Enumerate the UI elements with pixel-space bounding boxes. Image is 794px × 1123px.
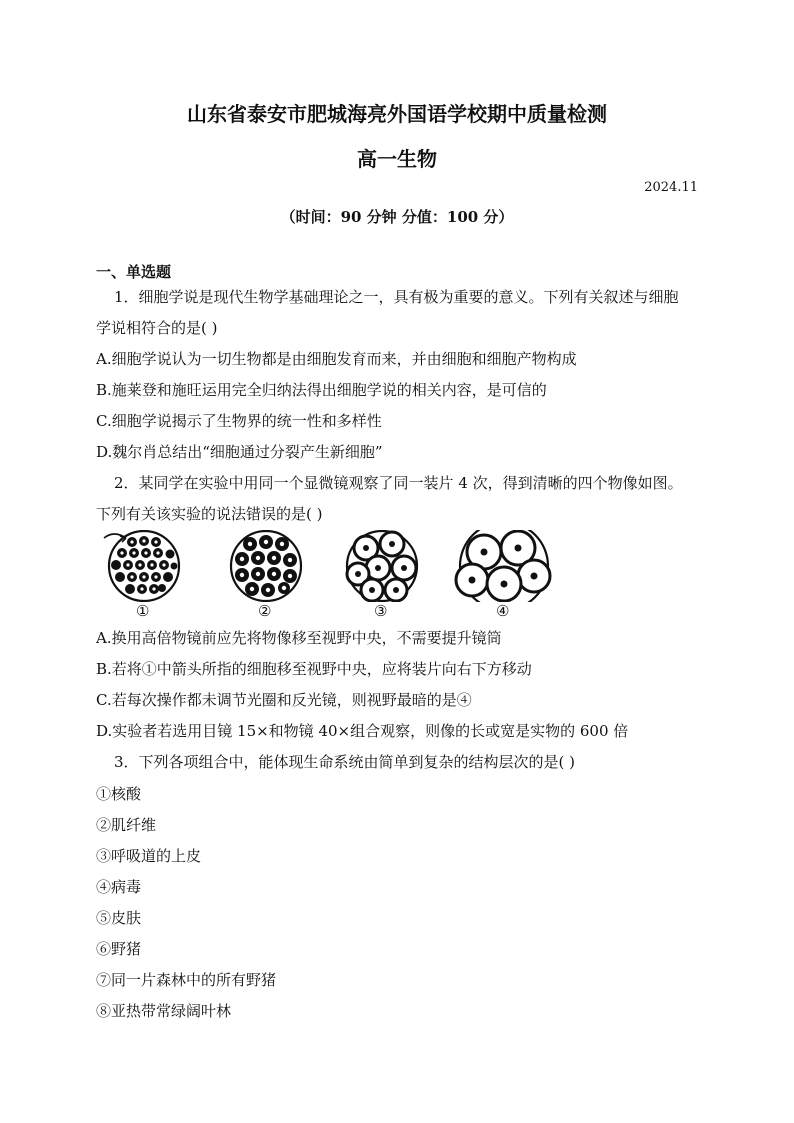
figure-label-3: ③	[374, 602, 388, 620]
exam-subject: 高一生物	[357, 147, 437, 171]
question-1-option-d: D.魏尔肖总结出“细胞通过分裂产生新细胞”	[96, 443, 383, 461]
question-2-option-c: C.若每次操作都未调节光圈和反光镜，则视野最暗的是④	[96, 691, 472, 709]
figure-label-1: ①	[136, 602, 150, 620]
section-heading: 一、单选题	[96, 263, 172, 281]
view-3-cells	[347, 531, 417, 601]
figure-label-4: ④	[496, 602, 510, 620]
question-3-item-2: ②肌纤维	[96, 816, 157, 834]
question-3-item-7: ⑦同一片森林中的所有野猪	[96, 971, 277, 989]
exam-title: 山东省泰安市肥城海亮外国语学校期中质量检测	[187, 102, 607, 126]
question-1-option-b: B.施莱登和施旺运用完全归纳法得出细胞学说的相关内容，是可信的	[96, 381, 547, 399]
exam-time-score: （时间：90 分钟 分值：100 分）	[280, 208, 514, 226]
exam-date: 2024.11	[644, 180, 698, 195]
question-1-stem-line-1: 1．细胞学说是现代生物学基础理论之一，具有极为重要的意义。下列有关叙述与细胞	[114, 288, 679, 306]
question-3-item-8: ⑧亚热带常绿阔叶林	[96, 1002, 232, 1020]
question-2-option-b: B.若将①中箭头所指的细胞移至视野中央，应将装片向右下方移动	[96, 660, 532, 678]
question-3-item-4: ④病毒	[96, 878, 142, 896]
question-1-stem-line-2: 学说相符合的是( )	[96, 319, 218, 337]
question-2-stem-line-1: 2．某同学在实验中用同一个显微镜观察了同一装片 4 次，得到清晰的四个物像如图。	[114, 474, 683, 492]
question-3-item-3: ③呼吸道的上皮	[96, 847, 202, 865]
question-3-stem: 3．下列各项组合中，能体现生命系统由简单到复杂的结构层次的是( )	[114, 753, 576, 771]
question-2-stem-line-2: 下列有关该实验的说法错误的是( )	[96, 505, 323, 523]
question-2-option-a: A.换用高倍物镜前应先将物像移至视野中央，不需要提升镜筒	[96, 629, 502, 647]
question-1-option-a: A.细胞学说认为一切生物都是由细胞发育而来，并由细胞和细胞产物构成	[96, 350, 577, 368]
figure-label-2: ②	[258, 602, 272, 620]
view-4-cells	[456, 530, 550, 602]
view-1-cells	[104, 531, 179, 601]
question-3-item-1: ①核酸	[96, 785, 142, 803]
question-2-option-d: D.实验者若选用目镜 15×和物镜 40×组合观察，则像的长或宽是实物的 600 倍	[96, 722, 629, 740]
view-2-cells	[231, 531, 301, 601]
question-3-item-5: ⑤皮肤	[96, 909, 142, 927]
microscope-view-figure	[100, 530, 560, 602]
question-3-item-6: ⑥野猪	[96, 940, 142, 958]
question-1-option-c: C.细胞学说揭示了生物界的统一性和多样性	[96, 412, 382, 430]
